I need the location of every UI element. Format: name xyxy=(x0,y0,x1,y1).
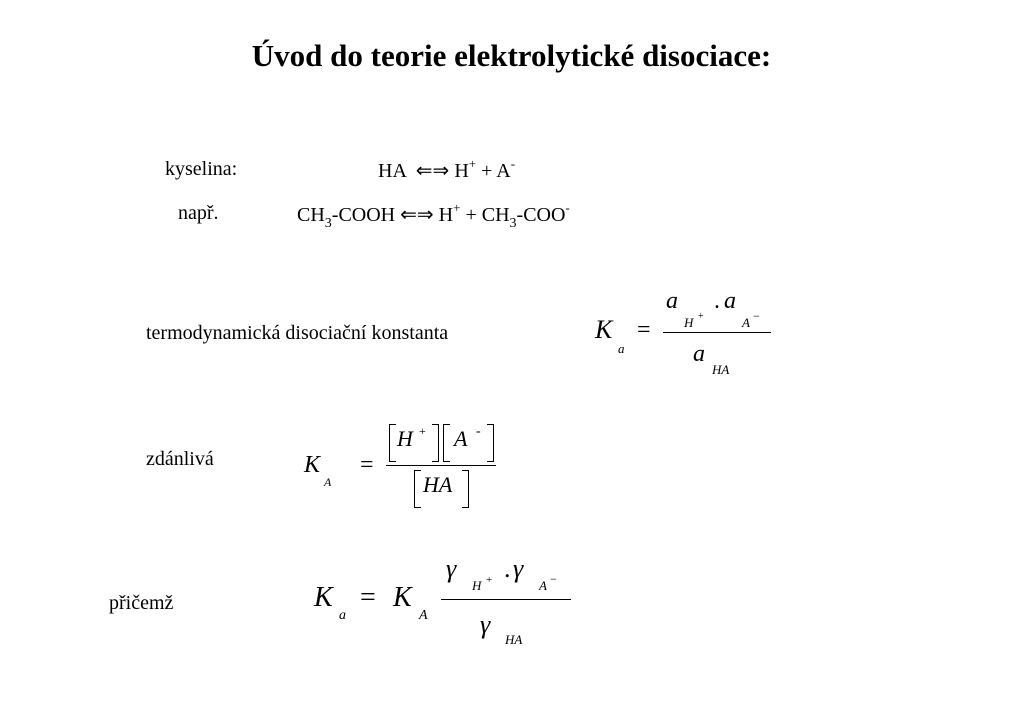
hydrogen-ion: H xyxy=(438,204,454,226)
whereas-kA-sub: A xyxy=(419,608,428,623)
acid-equation xyxy=(378,158,515,183)
thermo-a-h-sup: + xyxy=(698,311,704,322)
bracket-right-icon xyxy=(487,424,494,462)
conc-ha: HA xyxy=(423,472,453,497)
plus-sign: + xyxy=(481,160,493,182)
thermo-a-h-sub: H xyxy=(684,315,694,330)
thermo-fraction-bar xyxy=(663,332,771,333)
thermo-a-ha: a xyxy=(693,341,705,367)
gamma-ha: γ xyxy=(480,610,491,639)
gamma-a-sub: A xyxy=(539,578,547,593)
whereas-ka-sub: a xyxy=(339,608,346,623)
whereas-kA: K xyxy=(393,582,412,613)
anion: A xyxy=(496,160,511,182)
gamma-h: γ xyxy=(446,554,457,583)
apparent-k: K xyxy=(304,452,321,478)
whereas-ka: K xyxy=(314,582,333,613)
apparent-k-sub: A xyxy=(324,475,332,489)
conc-a-sup: - xyxy=(476,424,481,439)
gamma-a-sup: − xyxy=(550,572,557,586)
bracket-left-icon xyxy=(389,424,396,462)
reactant-sub: 3 xyxy=(324,216,332,231)
charge-minus: - xyxy=(565,200,570,215)
gamma-h-sub: H xyxy=(472,578,482,593)
conc-h: H xyxy=(397,426,413,451)
charge-plus: + xyxy=(453,200,461,215)
whereas-label: přičemž xyxy=(109,592,174,614)
whereas-fraction-bar xyxy=(441,599,571,600)
equilibrium-arrow-icon: ⇐⇒ xyxy=(415,160,450,182)
gamma-dot: . xyxy=(504,554,511,583)
apparent-fraction-bar xyxy=(386,465,496,466)
conc-a: A xyxy=(454,426,468,451)
apparent-label: zdánlivá xyxy=(146,448,214,470)
equilibrium-arrow-icon: ⇐⇒ xyxy=(400,204,434,226)
reactant-ch: CH xyxy=(297,204,325,226)
thermo-equals: = xyxy=(637,317,651,343)
product-coo: -COO xyxy=(516,204,566,226)
gamma-ha-sub: HA xyxy=(505,632,523,647)
plus-sign: + xyxy=(465,204,477,226)
thermo-a-a-sup: − xyxy=(753,309,760,323)
charge-plus: + xyxy=(468,156,477,171)
bracket-left-icon xyxy=(414,470,421,508)
product-sub: 3 xyxy=(509,216,517,231)
hydrogen-ion: H xyxy=(454,160,469,182)
bracket-right-icon xyxy=(432,424,439,462)
bracket-right-icon xyxy=(462,470,469,508)
thermo-a-a: a xyxy=(724,288,736,314)
bracket-left-icon xyxy=(443,424,450,462)
thermo-a-a-sub: A xyxy=(742,315,750,330)
product-ch: CH xyxy=(481,204,510,226)
charge-minus: - xyxy=(510,156,516,171)
gamma-h-sup: + xyxy=(486,574,493,586)
thermo-label: termodynamická disociační konstanta xyxy=(146,322,449,344)
page-title: Úvod do teorie elektrolytické disociace: xyxy=(251,38,772,73)
gamma-a: γ xyxy=(513,554,524,583)
reactant-cooh: -COOH xyxy=(331,204,396,226)
acid-label: kyselina: xyxy=(165,158,238,180)
acid-reactant: HA xyxy=(378,160,406,182)
thermo-k-sub: a xyxy=(618,341,625,356)
thermo-k: K xyxy=(595,315,613,344)
thermo-dot: . xyxy=(714,288,720,314)
apparent-equals: = xyxy=(360,452,374,478)
example-label: např. xyxy=(178,202,219,224)
thermo-a-h: a xyxy=(666,288,678,314)
thermo-a-ha-sub: HA xyxy=(712,362,730,377)
example-equation xyxy=(297,200,570,231)
conc-h-sup: + xyxy=(419,424,426,438)
whereas-equals: = xyxy=(360,582,376,613)
